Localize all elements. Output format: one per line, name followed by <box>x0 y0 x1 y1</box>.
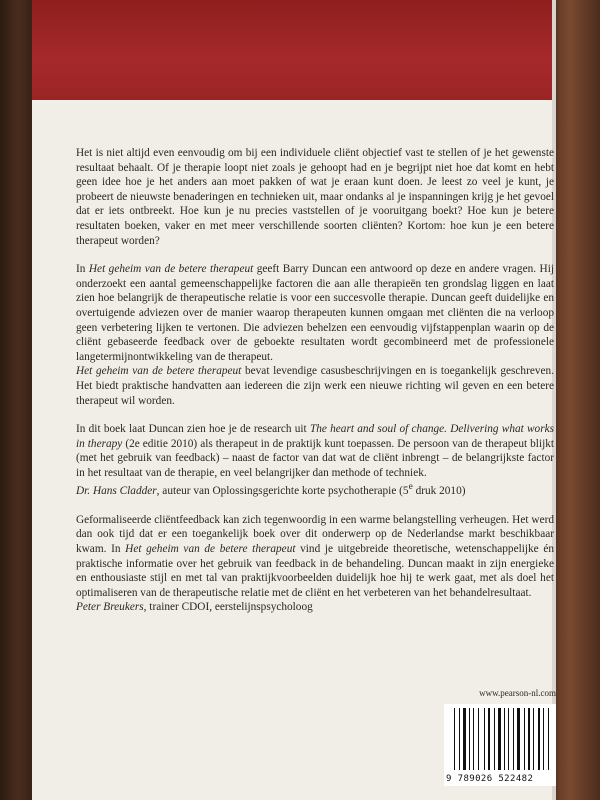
quote-text: In dit boek laat Duncan zien hoe je de research uit <box>76 423 310 436</box>
wood-background-left <box>0 0 30 800</box>
intro-paragraph: Het is niet altijd even eenvoudig om bij een individuele cliënt objectief vast te stellen of je het gewenste resultaat behaalt. Of je therapie loopt niet zoals je gehoopt had en je begrijpt niet hoe dat komt en hebt geen idee hoe je het anders aan moet pakken of wat je eraan kunt doen. Je leest zo veel je kunt, je probeert de nieuwste benaderingen en technieken uit, maar ondanks al je inspanningen krijg je het gevoel dat er iets ontbreekt. Hoe kun je nu precies vaststellen of je vooruitgang boekt? Hoe kun je betere resultaten boeken, vaker en met meer verschillende soorten cliënten? Kortom: hoe kun je een betere therapeut worden? <box>76 147 554 247</box>
book-back-cover <box>32 0 554 800</box>
book-title-ref: Het geheim van de betere therapeut <box>88 263 254 276</box>
quote-attribution <box>76 480 554 498</box>
summary-body: geeft Barry Duncan een antwoord op deze en andere vragen. Hij onderzoekt een aantal gemeenschappelijke factoren die aan alle therapieën ten grondslag liggen en laat zien hoe belangrijk de therapeutische relatie is voor een succesvolle therapie. Duncan geeft duidelijke en overtuigende adviezen over de manier waarop therapeuten kunnen omgaan met cliënten die na verloop geen verbetering lijken te vertonen. Die adviezen behelzen een eenvoudig vijfstappenplan waarin op de cliënt gebaseerde feedback over de geboekte resultaten wordt gecombineerd met de professionele langetermijnontwikkeling van de therapeut. <box>76 263 554 363</box>
wood-background-right <box>550 0 600 800</box>
summary-paragraph <box>76 262 554 408</box>
publisher-url: www.pearson-nl.com <box>479 688 556 698</box>
book-title-ref: Het geheim van de betere therapeut <box>125 543 296 556</box>
cover-red-band <box>32 0 554 100</box>
reviewer-name: Peter Breukers <box>76 601 144 614</box>
reviewer-role: , auteur van Oplossingsgerichte korte psychotherapie (5 <box>156 485 409 498</box>
quote-text: (2e editie 2010) als therapeut in de praktijk kunt toepassen. De persoon van de therapeut blijkt (met het gebruik van feedback) – naast de factor van dat wat de cliënt inbrengt – de belangrijkste factor in het resultaat van de therapie, en veel belangrijker dan methode of techniek. <box>76 437 555 479</box>
quote-text: vind je uitgebreide theoretische, wetenschappelijke én praktische informatie over het gebruik van feedback in de behandeling. Duncan maakt in zijn energieke en enthousiaste stijl en met tal van praktijkvoorbeelden duidelijk hoe hij te werk gaat, met als doel het optimaliseren van de therapeutische relatie met de cliënt en het verbeteren van het behandelresultaat. <box>76 543 554 599</box>
summary-lead: In <box>76 263 89 276</box>
reviewer-role-end: druk 2010) <box>412 485 466 498</box>
reviewer-role: , trainer CDOI, eerstelijnspsycholoog <box>143 601 313 614</box>
quote-attribution <box>76 600 554 615</box>
cited-book-title: The heart and soul of change. Delivering what works in therapy <box>76 423 555 450</box>
book-title-ref: Het geheim van de betere therapeut <box>76 365 242 378</box>
isbn-digits: 9 789026 522482 <box>446 774 534 784</box>
reviewer-name: Dr. Hans Cladder <box>76 485 157 498</box>
superscript: e <box>408 482 413 493</box>
review-quote-1 <box>76 422 554 499</box>
summary-closing: bevat levendige casusbeschrijvingen en is toegankelijk geschreven. Het biedt praktische handvatten aan iedereen die zijn werk een nieuwe richting wil geven en een betere therapeut wil worden. <box>76 365 554 407</box>
quote-text: Geformaliseerde cliëntfeedback kan zich tegenwoordig in een warme belangstelling verheugen. Het werd dan ook tijd dat er een toegankelijk boek over dit onderwerp op de Nederlandse markt beschikbaar kwam. In <box>76 513 554 556</box>
barcode-area <box>440 688 556 800</box>
review-quote-2 <box>76 513 554 615</box>
blurb-text <box>76 146 554 629</box>
